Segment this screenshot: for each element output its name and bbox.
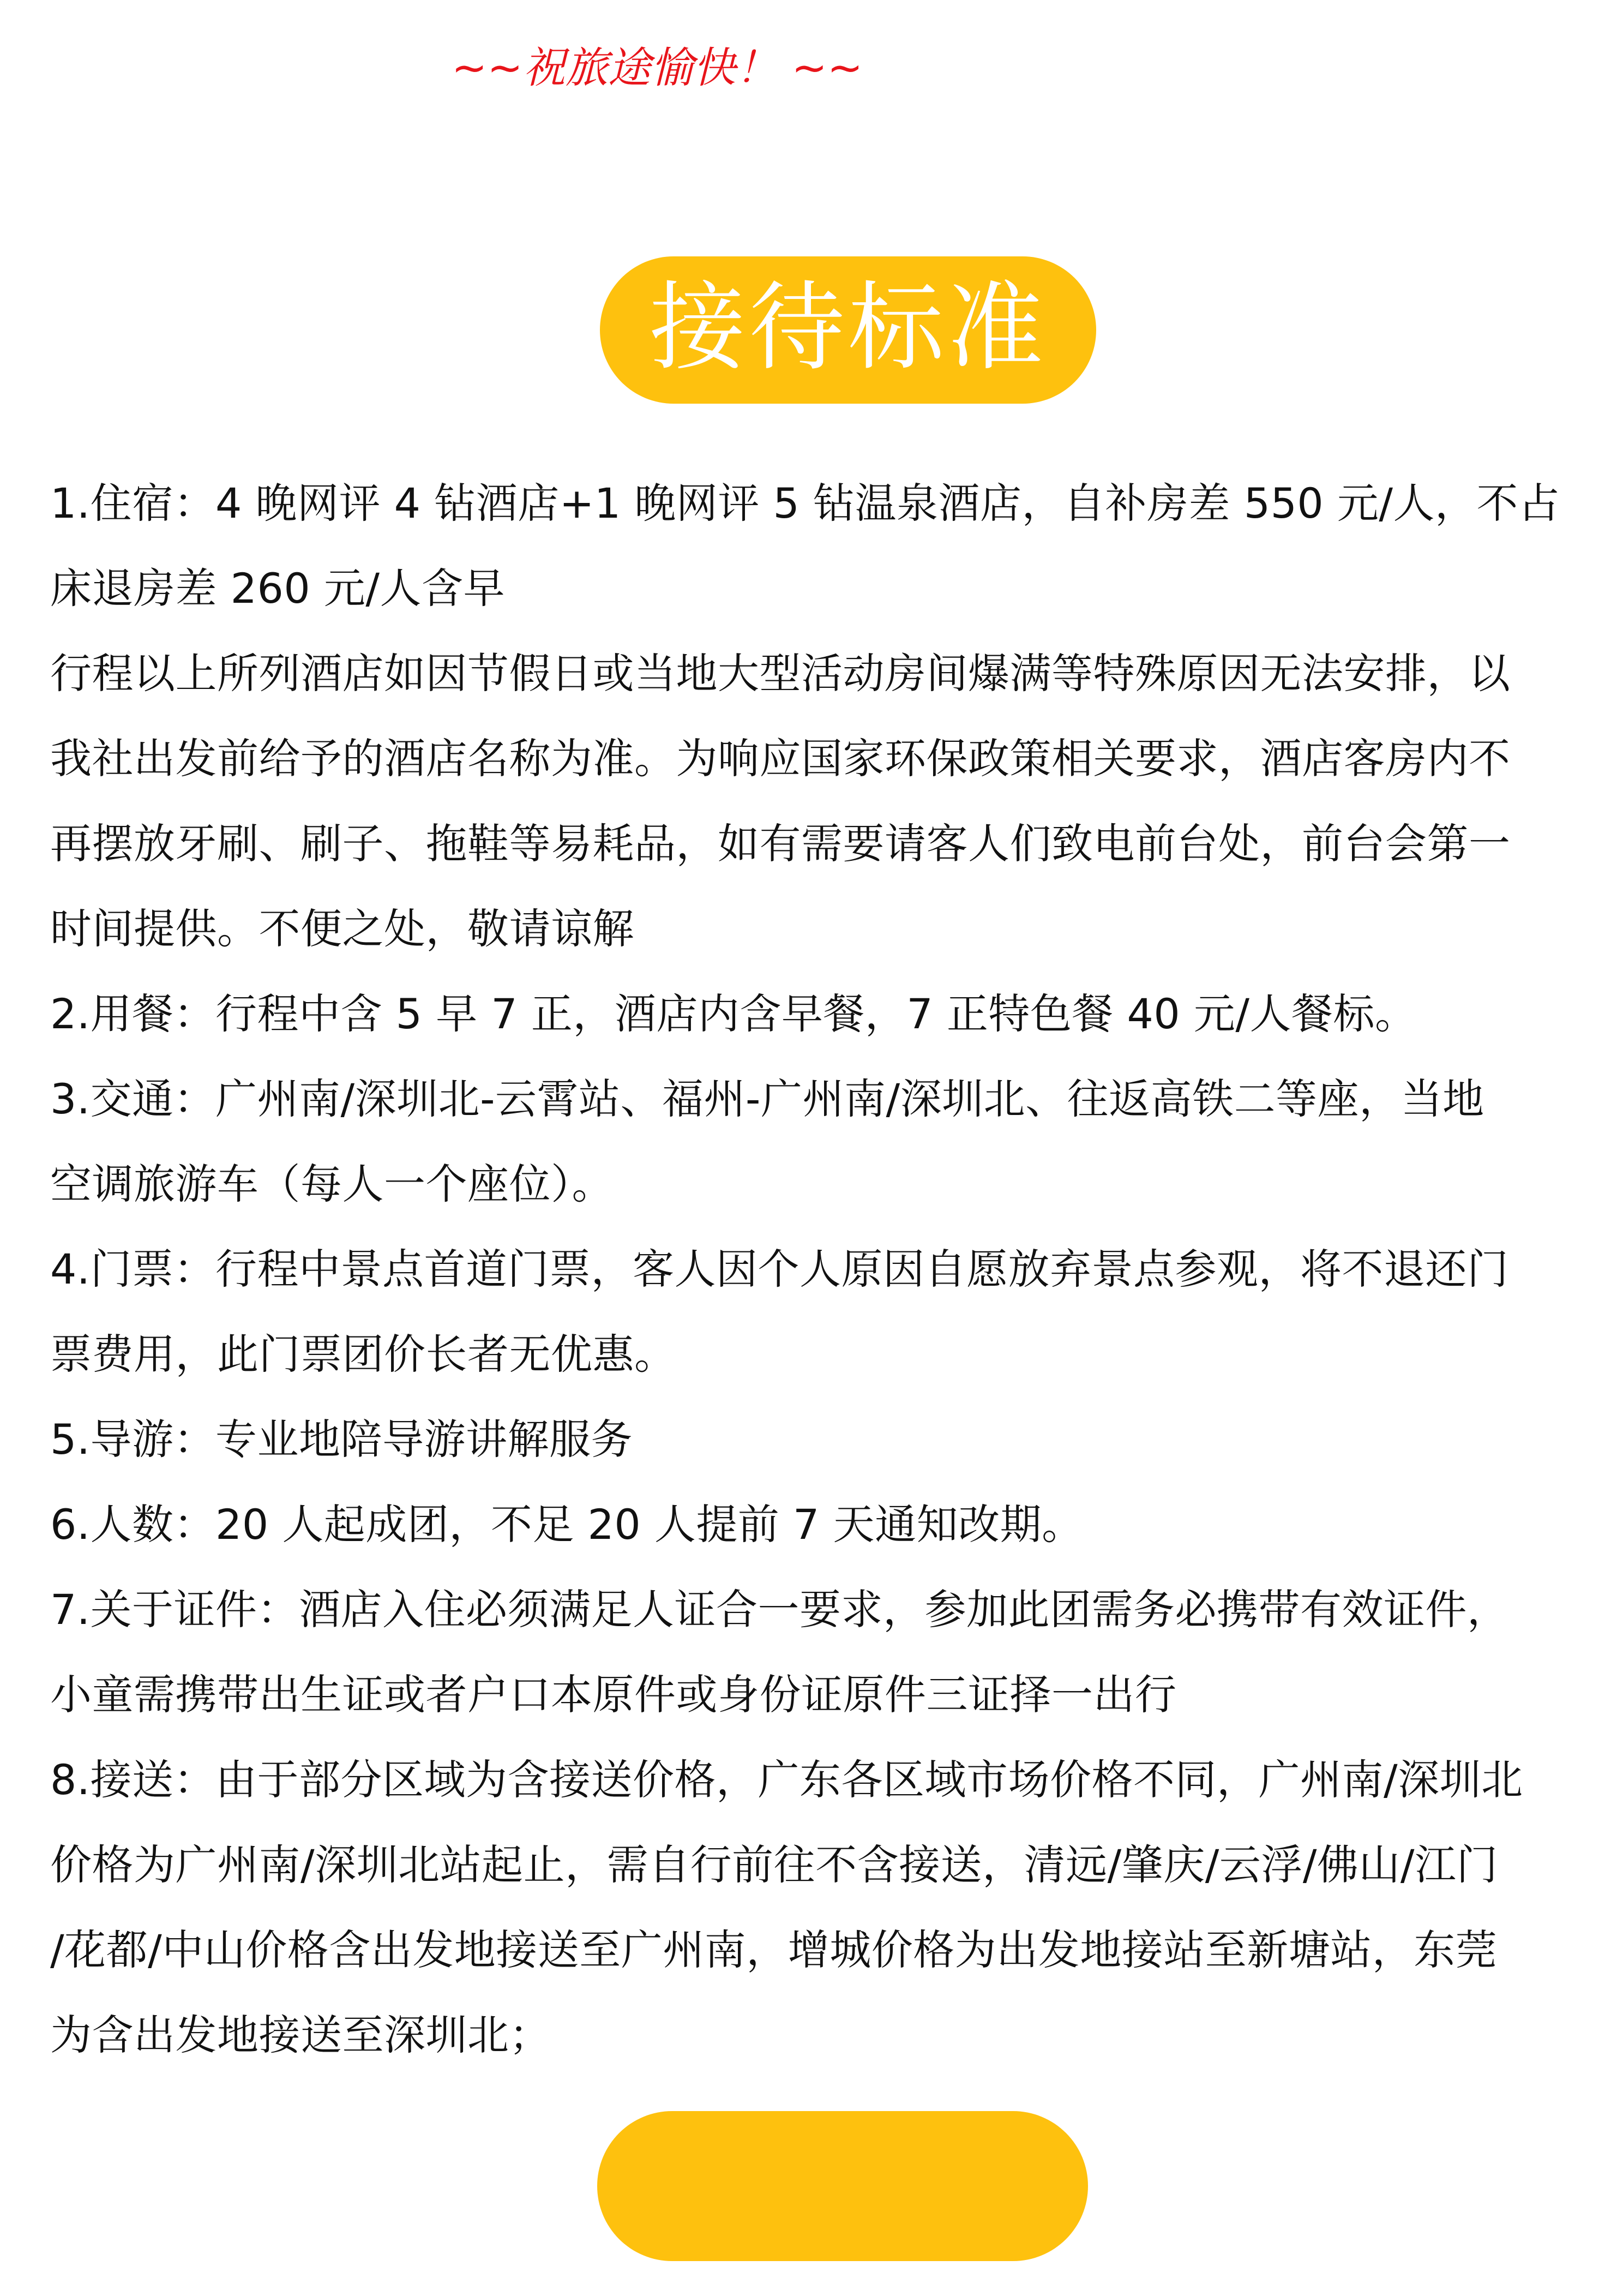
section-title-banner xyxy=(600,256,1096,404)
body-line: /花都/中山价格含出发地接送至广州南，增城价格为出发地接站至新塘站，东莞 xyxy=(50,1926,1498,1974)
body-line: 4.门票：行程中景点首道门票，客人因个人原因自愿放弃景点参观，将不退还门 xyxy=(50,1245,1509,1293)
body-line: 行程以上所列酒店如因节假日或当地大型活动房间爆满等特殊原因无法安排，以 xyxy=(50,649,1511,698)
body-line: 6.人数：20 人起成团，不足 20 人提前 7 天通知改期。 xyxy=(50,1500,1084,1549)
body-line: 票费用，此门票团价长者无优惠。 xyxy=(50,1330,676,1378)
section-title: 接待标准 xyxy=(649,272,1047,383)
body-line: 价格为广州南/深圳北站起止，需自行前往不含接送，清远/肇庆/云浮/佛山/江门 xyxy=(50,1841,1499,1889)
body-line: 小童需携带出生证或者户口本原件或身份证原件三证择一出行 xyxy=(50,1670,1177,1719)
greeting-text: ~~祝旅途愉快！ ~~ xyxy=(452,44,863,93)
body-line: 2.用餐：行程中含 5 早 7 正，酒店内含早餐，7 正特色餐 40 元/人餐标。 xyxy=(50,990,1417,1038)
body-line: 为含出发地接送至深圳北； xyxy=(50,2011,551,2059)
body-line: 我社出发前给予的酒店名称为准。为响应国家环保政策相关要求，酒店客房内不 xyxy=(50,734,1511,783)
body-line: 时间提供。不便之处，敬请谅解 xyxy=(50,904,634,953)
next-section-banner xyxy=(597,2111,1088,2261)
body-line: 3.交通：广州南/深圳北-云霄站、福州-广州南/深圳北、往返高铁二等座，当地 xyxy=(50,1075,1484,1123)
body-line: 再摆放牙刷、刷子、拖鞋等易耗品，如有需要请客人们致电前台处，前台会第一 xyxy=(50,819,1511,868)
body-line: 5.导游：专业地陪导游讲解服务 xyxy=(50,1415,633,1464)
body-line: 1.住宿：4 晚网评 4 钻酒店+1 晚网评 5 钻温泉酒店，自补房差 550 元/人，不占 xyxy=(50,479,1560,527)
body-line: 8.接送：由于部分区域为含接送价格，广东各区域市场价格不同，广州南/深圳北 xyxy=(50,1755,1523,1804)
reception-standards-body xyxy=(50,461,1577,2078)
body-line: 7.关于证件：酒店入住必须满足人证合一要求，参加此团需务必携带有效证件， xyxy=(50,1585,1509,1634)
body-line: 床退房差 260 元/人含早 xyxy=(50,564,505,613)
body-line: 空调旅游车（每人一个座位）。 xyxy=(50,1160,614,1208)
